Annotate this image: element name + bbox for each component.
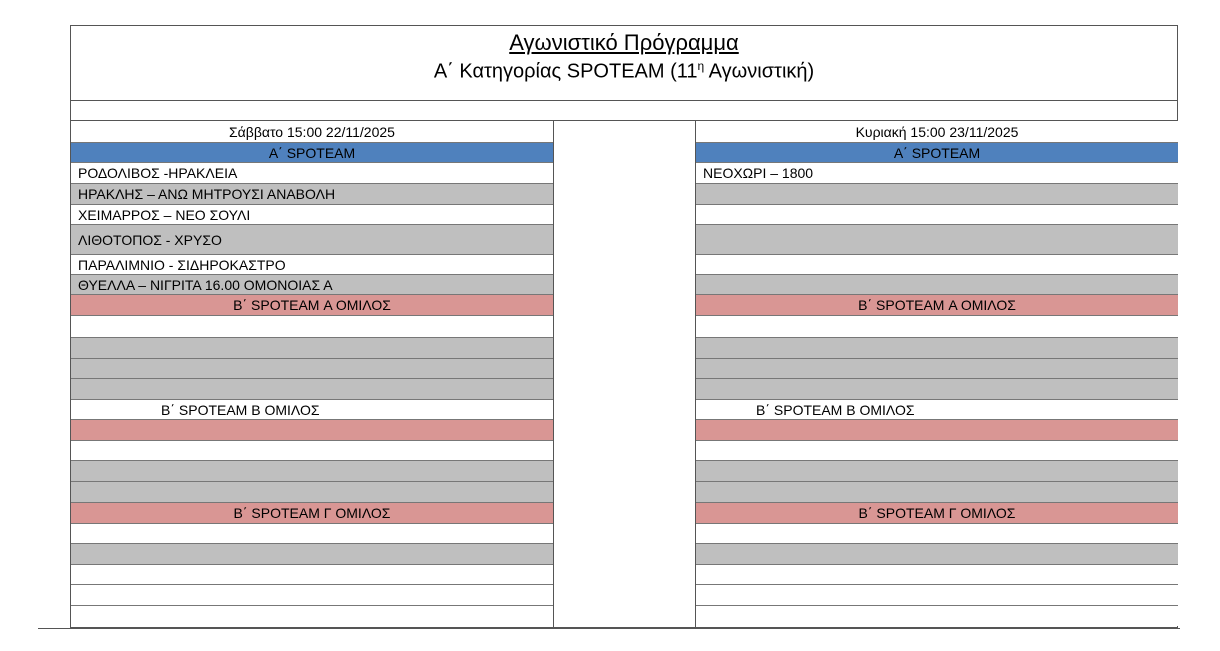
sunday-match-1: ΝΕΟΧΩΡΙ – 1800: [696, 163, 1178, 184]
subtitle-superscript: η: [697, 59, 705, 73]
sunday-a-spoteam-header: Α΄ SPOTEAM: [696, 143, 1178, 163]
sunday-b-g-row-5: [696, 606, 1178, 626]
saturday-b-g-row-4: [71, 585, 553, 606]
saturday-a-spoteam-header: Α΄ SPOTEAM: [71, 143, 553, 163]
saturday-match-3: ΧΕΙΜΑΡΡΟΣ – ΝΕΟ ΣΟΥΛΙ: [71, 205, 553, 225]
sunday-b-group-g-header: Β΄ SPOTEAM Γ ΟΜΙΛΟΣ: [696, 503, 1178, 524]
saturday-b-a-row-3: [71, 359, 553, 379]
sunday-b-a-row-4: [696, 379, 1178, 400]
saturday-b-g-row-5: [71, 606, 553, 626]
sunday-a-row-5: [696, 255, 1178, 275]
schedule-header: [71, 26, 1177, 101]
sunday-b-b-row-1: [696, 420, 1178, 441]
sunday-column: [695, 121, 1178, 629]
sunday-a-row-6: [696, 275, 1178, 295]
page-title: Αγωνιστικό Πρόγραμμα: [509, 30, 739, 55]
saturday-match-6: ΘΥΕΛΛΑ – ΝΙΓΡΙΤΑ 16.00 ΟΜΟΝΟΙΑΣ Α: [71, 275, 553, 295]
spacer-row: [71, 100, 1177, 121]
sunday-b-a-row-1: [696, 316, 1178, 338]
subtitle-end: Αγωνιστική): [704, 60, 815, 83]
saturday-match-1: ΡΟΔΟΛΙΒΟΣ -ΗΡΑΚΛΕΙΑ: [71, 163, 553, 184]
subtitle-main: Α΄ Κατηγορίας SPOTEAM (11: [433, 60, 698, 83]
schedule-sheet: [70, 25, 1178, 628]
saturday-b-b-row-3: [71, 461, 553, 482]
sunday-b-a-row-2: [696, 338, 1178, 359]
sunday-b-group-b-header: Β΄ SPOTEAM Β ΟΜΙΛΟΣ: [696, 400, 1178, 420]
saturday-b-a-row-4: [71, 379, 553, 400]
saturday-b-group-g-header: Β΄ SPOTEAM Γ ΟΜΙΛΟΣ: [71, 503, 553, 524]
saturday-b-b-row-2: [71, 441, 553, 461]
sunday-a-row-3: [696, 205, 1178, 225]
sunday-b-group-a-header: Β΄ SPOTEAM Α ΟΜΙΛΟΣ: [696, 295, 1178, 316]
sunday-b-b-row-4: [696, 482, 1178, 503]
saturday-match-5: ΠΑΡΑΛΙΜΝΙΟ - ΣΙΔΗΡΟΚΑΣΤΡΟ: [71, 255, 553, 275]
page-subtitle: [71, 59, 1177, 84]
saturday-b-a-row-2: [71, 338, 553, 359]
sunday-a-row-2: [696, 184, 1178, 205]
saturday-date: Σάββατο 15:00 22/11/2025: [71, 121, 553, 143]
saturday-b-b-row-1: [71, 420, 553, 441]
saturday-column: [71, 121, 554, 629]
saturday-match-2: ΗΡΑΚΛΗΣ – ΑΝΩ ΜΗΤΡΟΥΣΙ ΑΝΑΒΟΛΗ: [71, 184, 553, 205]
sunday-b-b-row-2: [696, 441, 1178, 461]
page-bottom-rule: [38, 628, 1180, 629]
saturday-b-group-b-header: Β΄ SPOTEAM Β ΟΜΙΛΟΣ: [71, 400, 553, 420]
saturday-b-g-row-1: [71, 524, 553, 544]
saturday-b-b-row-4: [71, 482, 553, 503]
saturday-match-4: ΛΙΘΟΤΟΠΟΣ - ΧΡΥΣΟ: [71, 225, 553, 255]
saturday-b-g-row-2: [71, 544, 553, 565]
sunday-date: Κυριακή 15:00 23/11/2025: [696, 121, 1178, 143]
sunday-b-g-row-1: [696, 524, 1178, 544]
sunday-b-b-row-3: [696, 461, 1178, 482]
saturday-b-group-a-header: Β΄ SPOTEAM Α ΟΜΙΛΟΣ: [71, 295, 553, 316]
saturday-b-g-row-3: [71, 565, 553, 585]
sunday-b-g-row-2: [696, 544, 1178, 565]
sunday-a-row-4: [696, 225, 1178, 255]
saturday-b-a-row-1: [71, 316, 553, 338]
sunday-b-a-row-3: [696, 359, 1178, 379]
sunday-b-g-row-4: [696, 585, 1178, 606]
sunday-b-g-row-3: [696, 565, 1178, 585]
